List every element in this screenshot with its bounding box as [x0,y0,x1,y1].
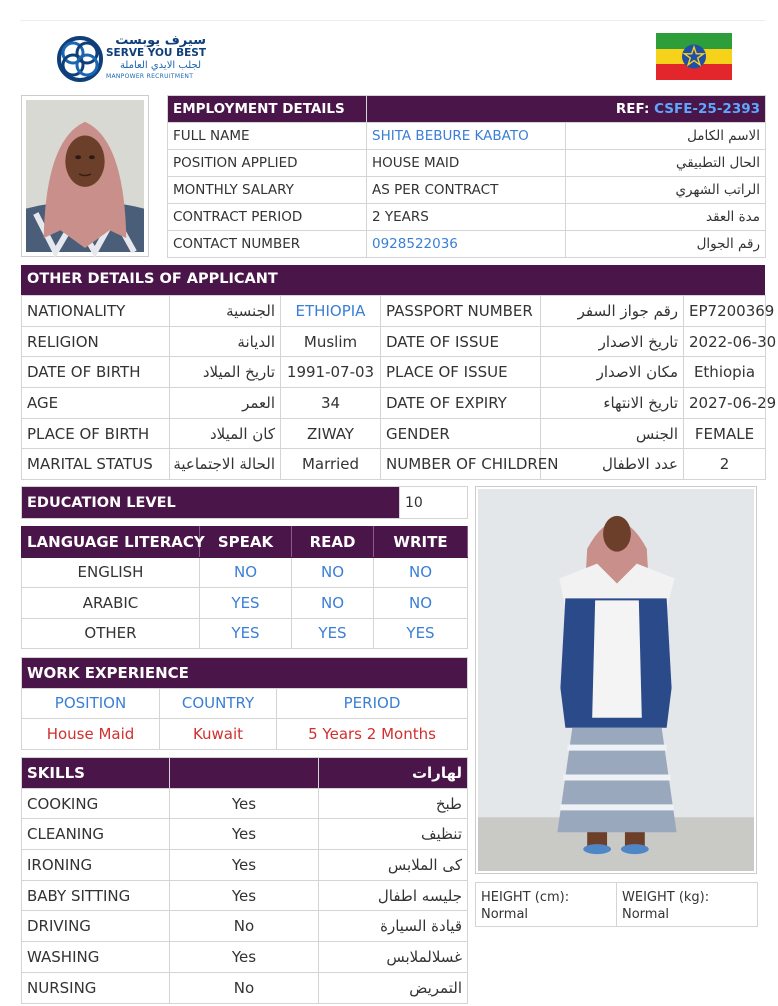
logo-company-name: SERVE YOU BEST [106,47,207,59]
employment-arabic-label: رقم الجوال [566,231,766,258]
skill-name: DRIVING [22,911,170,942]
skill-arabic-name: كى الملابس [319,850,468,881]
other-value: EP7200369 [684,296,766,327]
other-details-row [22,326,766,357]
other-label: PLACE OF BIRTH [22,418,170,449]
work-period: 5 Years 2 Months [277,719,468,750]
other-details-row [22,357,766,388]
height-cell [476,883,617,927]
weight-cell [617,883,758,927]
read-value: NO [292,557,374,588]
other-arabic-label: الجنسية [170,296,281,327]
skills-heading: SKILLS [22,758,170,789]
speak-value: YES [200,588,292,619]
other-value: 34 [281,388,381,419]
write-value: NO [374,588,468,619]
other-value: ETHIOPIA [281,296,381,327]
other-arabic-label: رقم جواز السفر [541,296,684,327]
employment-label: CONTRACT PERIOD [168,204,367,231]
skill-arabic-name: تنظيف [319,819,468,850]
skill-name: COOKING [22,788,170,819]
speak-value: YES [200,618,292,649]
language-row [22,557,468,588]
employment-value: HOUSE MAID [367,150,566,177]
work-experience-table [21,657,468,750]
employment-row [168,231,766,258]
skill-arabic-name: غسلالملابس [319,942,468,973]
education-level-value: 10 [400,487,468,519]
language-name: ARABIC [22,588,200,619]
other-label: PASSPORT NUMBER [381,296,541,327]
education-level-table [21,486,468,519]
skill-name: WASHING [22,942,170,973]
other-label: RELIGION [22,326,170,357]
language-literacy-table [21,526,468,649]
company-logo [56,33,206,85]
language-column-header: LANGUAGE LITERACY [22,527,200,558]
height-weight-table [475,882,758,927]
ethiopia-flag-icon [656,33,732,80]
skill-value: Yes [170,819,319,850]
contact-number-link[interactable]: 0928522036 [367,231,566,258]
other-label: NUMBER OF CHILDREN [381,449,541,480]
logo-tagline: MANPOWER RECRUITMENT [106,73,194,80]
other-value: Ethiopia [684,357,766,388]
language-name: ENGLISH [22,557,200,588]
employment-label: MONTHLY SALARY [168,177,367,204]
other-label: DATE OF BIRTH [22,357,170,388]
read-value: NO [292,588,374,619]
speak-column-header: SPEAK [200,527,292,558]
other-value: Muslim [281,326,381,357]
other-arabic-label: تاريخ الاصدار [541,326,684,357]
reference-label: REF: [615,101,650,117]
other-arabic-label: تاريخ الميلاد [170,357,281,388]
employment-row [168,177,766,204]
work-row [22,719,468,750]
work-country: Kuwait [160,719,277,750]
logo-arabic-text: سيرف يوبست [115,33,206,48]
skill-value: Yes [170,880,319,911]
language-name: OTHER [22,618,200,649]
read-value: YES [292,618,374,649]
other-arabic-label: عدد الاطفال [541,449,684,480]
other-value: 2022-06-30 [684,326,766,357]
employment-arabic-label: الراتب الشهري [566,177,766,204]
skills-table [21,757,468,1004]
skill-name: NURSING [22,972,170,1003]
skill-name: IRONING [22,850,170,881]
skill-value: Yes [170,850,319,881]
skill-row [22,942,468,973]
employment-arabic-label: مدة العقد [566,204,766,231]
employment-details-table [167,95,766,258]
other-arabic-label: كان الميلاد [170,418,281,449]
skill-arabic-name: جليسه اطفال [319,880,468,911]
read-column-header: READ [292,527,374,558]
employment-label: FULL NAME [168,123,367,150]
reference-cell [367,96,766,123]
work-country-header: COUNTRY [160,688,277,719]
other-label: GENDER [381,418,541,449]
skill-arabic-name: قيادة السيارة [319,911,468,942]
skill-row [22,972,468,1003]
skill-value: Yes [170,942,319,973]
employment-arabic-label: الاسم الكامل [566,123,766,150]
other-details-row [22,449,766,480]
work-experience-heading: WORK EXPERIENCE [22,658,468,689]
write-value: YES [374,618,468,649]
other-value: FEMALE [684,418,766,449]
skill-row [22,911,468,942]
other-arabic-label: مكان الاصدار [541,357,684,388]
weight-label: WEIGHT (kg): [622,890,710,905]
employment-row [168,204,766,231]
skill-arabic-name: طبخ [319,788,468,819]
skill-value: No [170,911,319,942]
applicant-full-body-photo [475,486,757,874]
other-label: AGE [22,388,170,419]
skills-heading-arabic: لهارات [319,758,468,789]
other-label: NATIONALITY [22,296,170,327]
employment-arabic-label: الحال التطبيقي [566,150,766,177]
other-details-row [22,418,766,449]
language-row [22,618,468,649]
skills-heading-spacer [170,758,319,789]
other-arabic-label: الحالة الاجتماعية [170,449,281,480]
write-column-header: WRITE [374,527,468,558]
other-details-row [22,388,766,419]
other-arabic-label: الديانة [170,326,281,357]
employment-details-heading: EMPLOYMENT DETAILS [168,96,367,123]
other-label: DATE OF ISSUE [381,326,541,357]
write-value: NO [374,557,468,588]
education-level-label: EDUCATION LEVEL [22,487,400,519]
weight-value: Normal [622,907,670,922]
other-arabic-label: الجنس [541,418,684,449]
other-details-heading: OTHER DETAILS OF APPLICANT [21,265,765,295]
logo-arabic-subtitle: لجلب الايدي العاملة [119,60,201,71]
skill-row [22,788,468,819]
work-position-header: POSITION [22,688,160,719]
other-details-table [21,295,777,480]
other-arabic-label: العمر [170,388,281,419]
skill-row [22,819,468,850]
applicant-portrait-photo [21,95,149,257]
height-label: HEIGHT (cm): [481,890,570,905]
work-position: House Maid [22,719,160,750]
speak-value: NO [200,557,292,588]
work-period-header: PERIOD [277,688,468,719]
other-label: DATE OF EXPIRY [381,388,541,419]
skill-value: No [170,972,319,1003]
other-label: PLACE OF ISSUE [381,357,541,388]
other-arabic-label: تاريخ الانتهاء [541,388,684,419]
other-label: MARITAL STATUS [22,449,170,480]
other-value: 2027-06-29 [684,388,766,419]
other-value: Married [281,449,381,480]
employment-value: 2 YEARS [367,204,566,231]
page-header [20,20,765,90]
skill-row [22,880,468,911]
employment-value: AS PER CONTRACT [367,177,566,204]
language-row [22,588,468,619]
height-value: Normal [481,907,529,922]
reference-value: CSFE-25-2393 [654,101,760,117]
other-value: 1991-07-03 [281,357,381,388]
employment-row [168,150,766,177]
employment-row [168,123,766,150]
other-value: 2 [684,449,766,480]
full-name-value: SHITA BEBURE KABATO [367,123,566,150]
skill-name: CLEANING [22,819,170,850]
skill-row [22,850,468,881]
skill-name: BABY SITTING [22,880,170,911]
other-value: ZIWAY [281,418,381,449]
other-details-row [22,296,766,327]
skill-value: Yes [170,788,319,819]
skill-arabic-name: التمريض [319,972,468,1003]
employment-label: POSITION APPLIED [168,150,367,177]
employment-label: CONTACT NUMBER [168,231,367,258]
